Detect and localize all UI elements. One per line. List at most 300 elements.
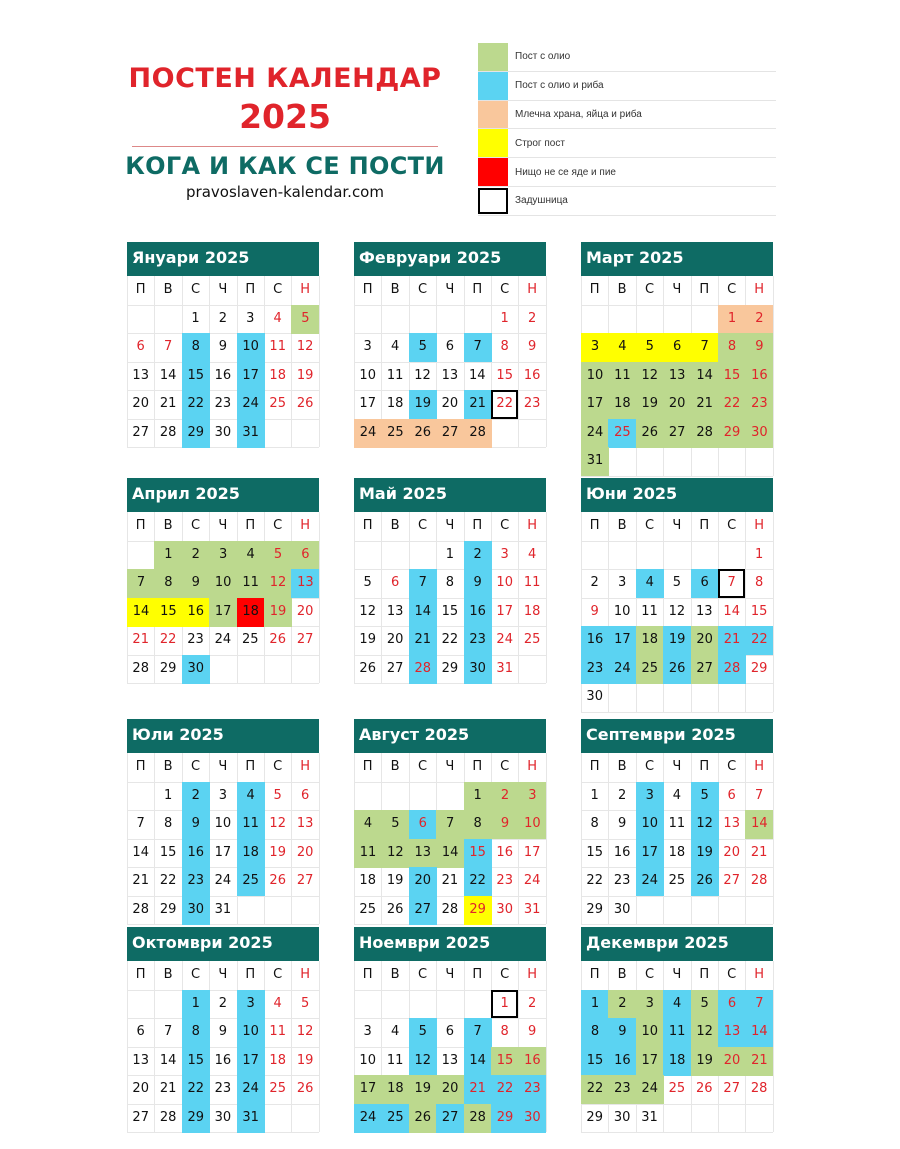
day-cell[interactable]: 2	[491, 782, 519, 811]
day-cell[interactable]: 30	[496, 901, 513, 917]
day-cell[interactable]: 22	[159, 632, 177, 647]
day-cell[interactable]: 11	[386, 367, 404, 383]
day-cell[interactable]: 15	[182, 1047, 210, 1076]
day-cell[interactable]: 29	[491, 1104, 519, 1133]
day-cell[interactable]: 5	[363, 575, 372, 590]
day-cell[interactable]: 12	[269, 816, 286, 831]
day-cell[interactable]: 2	[218, 995, 228, 1011]
day-cell[interactable]: 29	[159, 660, 177, 676]
day-cell[interactable]: 19	[296, 1052, 314, 1068]
day-cell[interactable]: 4	[527, 546, 537, 562]
day-cell[interactable]: 30	[214, 424, 232, 440]
day-cell[interactable]: 16	[523, 367, 541, 383]
site-link[interactable]: pravoslaven-kalendar.com	[186, 183, 384, 201]
day-cell[interactable]: 20	[691, 626, 719, 655]
day-cell[interactable]: 16	[496, 844, 513, 860]
day-cell[interactable]: 10	[496, 575, 513, 590]
day-cell[interactable]: 2	[182, 782, 210, 811]
day-cell[interactable]: 15	[441, 603, 459, 619]
day-cell[interactable]: 15	[159, 844, 177, 860]
day-cell[interactable]: 17	[581, 390, 609, 419]
day-cell[interactable]: 12	[264, 569, 292, 598]
day-cell[interactable]: 25	[242, 632, 259, 647]
day-cell[interactable]: 24	[354, 1104, 382, 1133]
day-cell[interactable]: 16	[182, 598, 210, 627]
day-cell[interactable]: 19	[359, 632, 376, 647]
day-cell[interactable]: 29	[464, 896, 492, 925]
day-cell[interactable]: 18	[237, 598, 265, 627]
day-cell[interactable]: 18	[523, 603, 541, 619]
day-cell[interactable]: 14	[723, 603, 740, 619]
day-cell[interactable]: 27	[436, 419, 464, 448]
day-cell[interactable]: 9	[608, 1018, 636, 1047]
day-cell[interactable]: 1	[754, 546, 764, 562]
day-cell[interactable]: 5	[691, 782, 719, 811]
day-cell[interactable]: 17	[237, 362, 265, 391]
day-cell[interactable]: 11	[269, 339, 286, 354]
day-cell[interactable]: 17	[636, 1047, 664, 1076]
day-cell[interactable]: 30	[518, 1104, 546, 1133]
day-cell[interactable]: 8	[590, 816, 599, 831]
day-cell[interactable]: 9	[464, 569, 492, 598]
day-cell[interactable]: 21	[691, 390, 719, 419]
day-cell[interactable]: 2	[182, 541, 210, 570]
day-cell[interactable]: 10	[636, 1018, 664, 1047]
day-cell[interactable]: 14	[132, 844, 149, 860]
day-cell[interactable]: 15	[154, 598, 182, 627]
day-cell[interactable]: 16	[518, 1047, 546, 1076]
day-cell[interactable]: 22	[182, 390, 210, 419]
day-cell[interactable]: 15	[182, 362, 210, 391]
day-cell[interactable]: 13	[291, 569, 319, 598]
day-cell[interactable]: 12	[691, 810, 719, 839]
day-cell[interactable]: 26	[359, 660, 376, 676]
day-cell[interactable]: 1	[154, 541, 182, 570]
day-cell[interactable]: 18	[663, 1047, 691, 1076]
day-cell[interactable]: 11	[668, 816, 686, 831]
day-cell[interactable]: 1	[464, 782, 492, 811]
day-cell[interactable]: 13	[696, 603, 713, 619]
day-cell[interactable]: 1	[163, 787, 173, 803]
day-cell[interactable]: 7	[464, 333, 492, 362]
day-cell[interactable]: 3	[617, 575, 627, 590]
day-cell[interactable]: 21	[441, 873, 459, 888]
day-cell[interactable]: 4	[663, 990, 691, 1019]
day-cell[interactable]: 5	[672, 575, 682, 590]
day-cell[interactable]: 15	[718, 362, 746, 391]
day-cell[interactable]: 6	[718, 990, 746, 1019]
day-cell[interactable]: 28	[464, 419, 492, 448]
day-cell[interactable]: 31	[496, 660, 513, 676]
day-cell[interactable]: 28	[441, 901, 459, 917]
day-cell[interactable]: 13	[723, 816, 740, 831]
day-cell[interactable]: 19	[691, 1047, 719, 1076]
day-cell[interactable]: 23	[608, 1075, 636, 1104]
day-cell[interactable]: 10	[214, 816, 232, 831]
day-cell[interactable]: 21	[464, 1075, 492, 1104]
day-cell[interactable]: 9	[182, 810, 210, 839]
day-cell[interactable]: 26	[636, 419, 664, 448]
day-cell[interactable]: 3	[636, 782, 664, 811]
day-cell[interactable]: 1	[445, 546, 455, 562]
day-cell[interactable]: 26	[269, 873, 286, 888]
day-cell[interactable]: 6	[663, 333, 691, 362]
day-cell[interactable]: 26	[296, 1081, 314, 1096]
day-cell[interactable]: 29	[750, 660, 768, 676]
day-cell[interactable]: 24	[636, 867, 664, 896]
day-cell[interactable]: 24	[523, 873, 541, 888]
day-cell[interactable]: 18	[237, 839, 265, 868]
day-cell[interactable]: 12	[636, 362, 664, 391]
day-cell[interactable]: 28	[132, 901, 149, 917]
day-cell[interactable]: 28	[718, 655, 746, 684]
day-cell[interactable]: 17	[237, 1047, 265, 1076]
day-cell[interactable]: 14	[409, 598, 437, 627]
day-cell[interactable]: 5	[691, 990, 719, 1019]
day-cell[interactable]: 27	[386, 660, 404, 676]
day-cell[interactable]: 19	[409, 390, 437, 419]
day-cell[interactable]: 19	[296, 367, 314, 383]
day-cell[interactable]: 31	[523, 901, 541, 917]
day-cell[interactable]: 6	[727, 787, 736, 803]
day-cell[interactable]: 28	[159, 1109, 177, 1125]
day-cell[interactable]: 25	[608, 419, 636, 448]
day-cell[interactable]: 14	[436, 839, 464, 868]
day-cell[interactable]: 21	[159, 1081, 177, 1096]
day-cell[interactable]: 13	[441, 1052, 459, 1068]
day-cell[interactable]: 26	[409, 419, 437, 448]
day-cell[interactable]: 13	[441, 367, 459, 383]
day-cell[interactable]: 8	[500, 1024, 509, 1039]
day-cell[interactable]: 31	[641, 1109, 658, 1125]
day-cell[interactable]: 11	[386, 1052, 404, 1068]
day-cell[interactable]: 4	[636, 569, 664, 598]
day-cell[interactable]: 29	[182, 419, 210, 448]
day-cell[interactable]: 30	[613, 901, 631, 917]
day-cell[interactable]: 25	[269, 396, 286, 411]
day-cell[interactable]: 7	[136, 816, 145, 831]
day-cell[interactable]: 18	[381, 1075, 409, 1104]
day-cell[interactable]: 11	[641, 603, 658, 619]
day-cell[interactable]: 6	[136, 339, 145, 354]
day-cell[interactable]: 4	[237, 541, 265, 570]
day-cell[interactable]: 10	[359, 367, 376, 383]
day-cell[interactable]: 1	[491, 990, 518, 1019]
day-cell[interactable]: 2	[590, 575, 599, 590]
day-cell[interactable]: 26	[696, 1081, 713, 1096]
day-cell[interactable]: 17	[496, 603, 513, 619]
day-cell[interactable]: 14	[159, 1052, 177, 1068]
day-cell[interactable]: 13	[132, 1052, 149, 1068]
day-cell[interactable]: 21	[409, 626, 437, 655]
day-cell[interactable]: 22	[586, 873, 603, 888]
day-cell[interactable]: 5	[291, 305, 319, 334]
day-cell[interactable]: 2	[608, 990, 636, 1019]
day-cell[interactable]: 24	[636, 1075, 664, 1104]
day-cell[interactable]: 20	[436, 1075, 464, 1104]
day-cell[interactable]: 18	[386, 396, 404, 411]
day-cell[interactable]: 3	[209, 541, 237, 570]
day-cell[interactable]: 23	[464, 626, 492, 655]
day-cell[interactable]: 18	[359, 873, 376, 888]
day-cell[interactable]: 31	[214, 901, 232, 917]
day-cell[interactable]: 13	[386, 603, 404, 619]
day-cell[interactable]: 1	[500, 310, 509, 326]
day-cell[interactable]: 17	[608, 626, 636, 655]
day-cell[interactable]: 26	[269, 632, 286, 647]
day-cell[interactable]: 21	[132, 632, 149, 647]
day-cell[interactable]: 29	[159, 901, 177, 917]
day-cell[interactable]: 25	[237, 867, 265, 896]
day-cell[interactable]: 9	[491, 810, 519, 839]
day-cell[interactable]: 8	[154, 569, 182, 598]
day-cell[interactable]: 25	[269, 1081, 286, 1096]
day-cell[interactable]: 24	[354, 419, 382, 448]
day-cell[interactable]: 21	[464, 390, 492, 419]
day-cell[interactable]: 5	[636, 333, 664, 362]
day-cell[interactable]: 10	[359, 1052, 376, 1068]
day-cell[interactable]: 14	[745, 1018, 773, 1047]
day-cell[interactable]: 19	[386, 873, 404, 888]
day-cell[interactable]: 29	[718, 419, 746, 448]
day-cell[interactable]: 20	[723, 844, 740, 860]
day-cell[interactable]: 3	[363, 339, 372, 354]
day-cell[interactable]: 19	[663, 626, 691, 655]
day-cell[interactable]: 2	[527, 995, 537, 1011]
day-cell[interactable]: 21	[132, 873, 149, 888]
day-cell[interactable]: 24	[237, 390, 265, 419]
day-cell[interactable]: 1	[718, 305, 746, 334]
day-cell[interactable]: 14	[464, 1047, 492, 1076]
day-cell[interactable]: 16	[581, 626, 609, 655]
day-cell[interactable]: 30	[214, 1109, 232, 1125]
day-cell[interactable]: 20	[718, 1047, 746, 1076]
day-cell[interactable]: 30	[613, 1109, 631, 1125]
day-cell[interactable]: 12	[668, 603, 686, 619]
day-cell[interactable]: 24	[581, 419, 609, 448]
day-cell[interactable]: 6	[291, 541, 319, 570]
day-cell[interactable]: 8	[182, 333, 210, 362]
day-cell[interactable]: 3	[363, 1024, 372, 1039]
day-cell[interactable]: 4	[608, 333, 636, 362]
day-cell[interactable]: 7	[754, 787, 764, 803]
day-cell[interactable]: 20	[663, 390, 691, 419]
day-cell[interactable]: 24	[496, 632, 513, 647]
day-cell[interactable]: 23	[182, 867, 210, 896]
day-cell[interactable]: 22	[159, 873, 177, 888]
day-cell[interactable]: 26	[691, 867, 719, 896]
day-cell[interactable]: 20	[296, 844, 314, 860]
day-cell[interactable]: 25	[668, 873, 686, 888]
day-cell[interactable]: 20	[441, 396, 459, 411]
day-cell[interactable]: 22	[581, 1075, 609, 1104]
day-cell[interactable]: 25	[381, 1104, 409, 1133]
day-cell[interactable]: 12	[381, 839, 409, 868]
day-cell[interactable]: 6	[136, 1024, 145, 1039]
day-cell[interactable]: 29	[182, 1104, 210, 1133]
day-cell[interactable]: 1	[590, 787, 599, 803]
day-cell[interactable]: 22	[491, 390, 518, 419]
day-cell[interactable]: 16	[613, 844, 631, 860]
day-cell[interactable]: 18	[269, 1052, 286, 1068]
day-cell[interactable]: 27	[296, 873, 314, 888]
day-cell[interactable]: 13	[663, 362, 691, 391]
day-cell[interactable]: 3	[518, 782, 546, 811]
day-cell[interactable]: 9	[745, 333, 773, 362]
day-cell[interactable]: 10	[518, 810, 546, 839]
day-cell[interactable]: 18	[668, 844, 686, 860]
day-cell[interactable]: 30	[182, 655, 210, 684]
day-cell[interactable]: 15	[581, 1047, 609, 1076]
day-cell[interactable]: 9	[527, 339, 537, 354]
day-cell[interactable]: 5	[409, 1018, 437, 1047]
day-cell[interactable]: 17	[209, 598, 237, 627]
day-cell[interactable]: 22	[441, 632, 459, 647]
day-cell[interactable]: 24	[237, 1075, 265, 1104]
day-cell[interactable]: 24	[214, 632, 232, 647]
day-cell[interactable]: 23	[518, 1075, 546, 1104]
day-cell[interactable]: 3	[581, 333, 609, 362]
day-cell[interactable]: 25	[523, 632, 541, 647]
day-cell[interactable]: 23	[496, 873, 513, 888]
day-cell[interactable]: 22	[491, 1075, 519, 1104]
day-cell[interactable]: 2	[617, 787, 627, 803]
day-cell[interactable]: 10	[581, 362, 609, 391]
day-cell[interactable]: 18	[636, 626, 664, 655]
day-cell[interactable]: 21	[745, 1047, 773, 1076]
day-cell[interactable]: 1	[581, 990, 609, 1019]
day-cell[interactable]: 4	[237, 782, 265, 811]
day-cell[interactable]: 20	[132, 1081, 149, 1096]
day-cell[interactable]: 24	[608, 655, 636, 684]
day-cell[interactable]: 2	[745, 305, 773, 334]
day-cell[interactable]: 30	[745, 419, 773, 448]
day-cell[interactable]: 4	[273, 310, 282, 326]
day-cell[interactable]: 19	[264, 598, 292, 627]
day-cell[interactable]: 17	[523, 844, 541, 860]
day-cell[interactable]: 28	[132, 660, 149, 676]
day-cell[interactable]: 5	[273, 787, 282, 803]
day-cell[interactable]: 15	[750, 603, 768, 619]
day-cell[interactable]: 8	[754, 575, 764, 590]
day-cell[interactable]: 18	[269, 367, 286, 383]
day-cell[interactable]: 19	[409, 1075, 437, 1104]
day-cell[interactable]: 4	[672, 787, 682, 803]
day-cell[interactable]: 31	[581, 447, 609, 476]
day-cell[interactable]: 2	[218, 310, 228, 326]
day-cell[interactable]: 14	[745, 810, 773, 839]
day-cell[interactable]: 9	[218, 1024, 228, 1039]
day-cell[interactable]: 19	[691, 839, 719, 868]
day-cell[interactable]: 11	[608, 362, 636, 391]
day-cell[interactable]: 23	[214, 1081, 232, 1096]
day-cell[interactable]: 23	[581, 655, 609, 684]
day-cell[interactable]: 26	[296, 396, 314, 411]
day-cell[interactable]: 12	[359, 603, 376, 619]
day-cell[interactable]: 28	[464, 1104, 492, 1133]
day-cell[interactable]: 6	[691, 569, 719, 598]
day-cell[interactable]: 7	[163, 1024, 173, 1039]
day-cell[interactable]: 6	[390, 575, 400, 590]
day-cell[interactable]: 7	[718, 569, 745, 598]
day-cell[interactable]: 28	[159, 424, 177, 440]
day-cell[interactable]: 15	[586, 844, 603, 860]
day-cell[interactable]: 5	[264, 541, 292, 570]
day-cell[interactable]: 27	[132, 424, 149, 440]
day-cell[interactable]: 21	[718, 626, 746, 655]
day-cell[interactable]: 15	[464, 839, 492, 868]
day-cell[interactable]: 27	[132, 1109, 149, 1125]
day-cell[interactable]: 3	[237, 990, 265, 1019]
day-cell[interactable]: 24	[214, 873, 232, 888]
day-cell[interactable]: 16	[214, 1052, 232, 1068]
day-cell[interactable]: 16	[182, 839, 210, 868]
day-cell[interactable]: 31	[237, 1104, 265, 1133]
day-cell[interactable]: 4	[273, 995, 282, 1011]
day-cell[interactable]: 9	[527, 1024, 537, 1039]
day-cell[interactable]: 30	[586, 689, 603, 704]
day-cell[interactable]: 5	[381, 810, 409, 839]
day-cell[interactable]: 10	[636, 810, 664, 839]
day-cell[interactable]: 18	[608, 390, 636, 419]
day-cell[interactable]: 29	[586, 901, 603, 917]
day-cell[interactable]: 20	[386, 632, 404, 647]
day-cell[interactable]: 2	[464, 541, 492, 570]
day-cell[interactable]: 7	[163, 339, 173, 354]
day-cell[interactable]: 8	[182, 1018, 210, 1047]
day-cell[interactable]: 8	[445, 575, 455, 590]
day-cell[interactable]: 10	[237, 1018, 265, 1047]
day-cell[interactable]: 11	[523, 575, 541, 590]
day-cell[interactable]: 16	[608, 1047, 636, 1076]
day-cell[interactable]: 5	[300, 995, 310, 1011]
day-cell[interactable]: 6	[409, 810, 437, 839]
day-cell[interactable]: 25	[359, 901, 376, 917]
day-cell[interactable]: 11	[354, 839, 382, 868]
day-cell[interactable]: 23	[745, 390, 773, 419]
day-cell[interactable]: 20	[132, 396, 149, 411]
day-cell[interactable]: 26	[409, 1104, 437, 1133]
day-cell[interactable]: 16	[214, 367, 232, 383]
day-cell[interactable]: 1	[191, 310, 200, 326]
day-cell[interactable]: 7	[409, 569, 437, 598]
day-cell[interactable]: 28	[691, 419, 719, 448]
day-cell[interactable]: 3	[500, 546, 509, 562]
day-cell[interactable]: 23	[214, 396, 232, 411]
day-cell[interactable]: 29	[441, 660, 459, 676]
day-cell[interactable]: 22	[464, 867, 492, 896]
day-cell[interactable]: 22	[182, 1075, 210, 1104]
day-cell[interactable]: 17	[214, 844, 232, 860]
day-cell[interactable]: 8	[718, 333, 746, 362]
day-cell[interactable]: 14	[469, 367, 486, 383]
day-cell[interactable]: 3	[218, 787, 228, 803]
day-cell[interactable]: 8	[500, 339, 509, 354]
day-cell[interactable]: 7	[745, 990, 773, 1019]
day-cell[interactable]: 8	[581, 1018, 609, 1047]
day-cell[interactable]: 13	[409, 839, 437, 868]
day-cell[interactable]: 20	[409, 867, 437, 896]
day-cell[interactable]: 28	[409, 655, 437, 684]
day-cell[interactable]: 27	[663, 419, 691, 448]
day-cell[interactable]: 3	[246, 310, 255, 326]
day-cell[interactable]: 7	[436, 810, 464, 839]
day-cell[interactable]: 7	[127, 569, 155, 598]
day-cell[interactable]: 12	[691, 1018, 719, 1047]
day-cell[interactable]: 11	[269, 1024, 286, 1039]
day-cell[interactable]: 9	[182, 569, 210, 598]
day-cell[interactable]: 22	[745, 626, 773, 655]
